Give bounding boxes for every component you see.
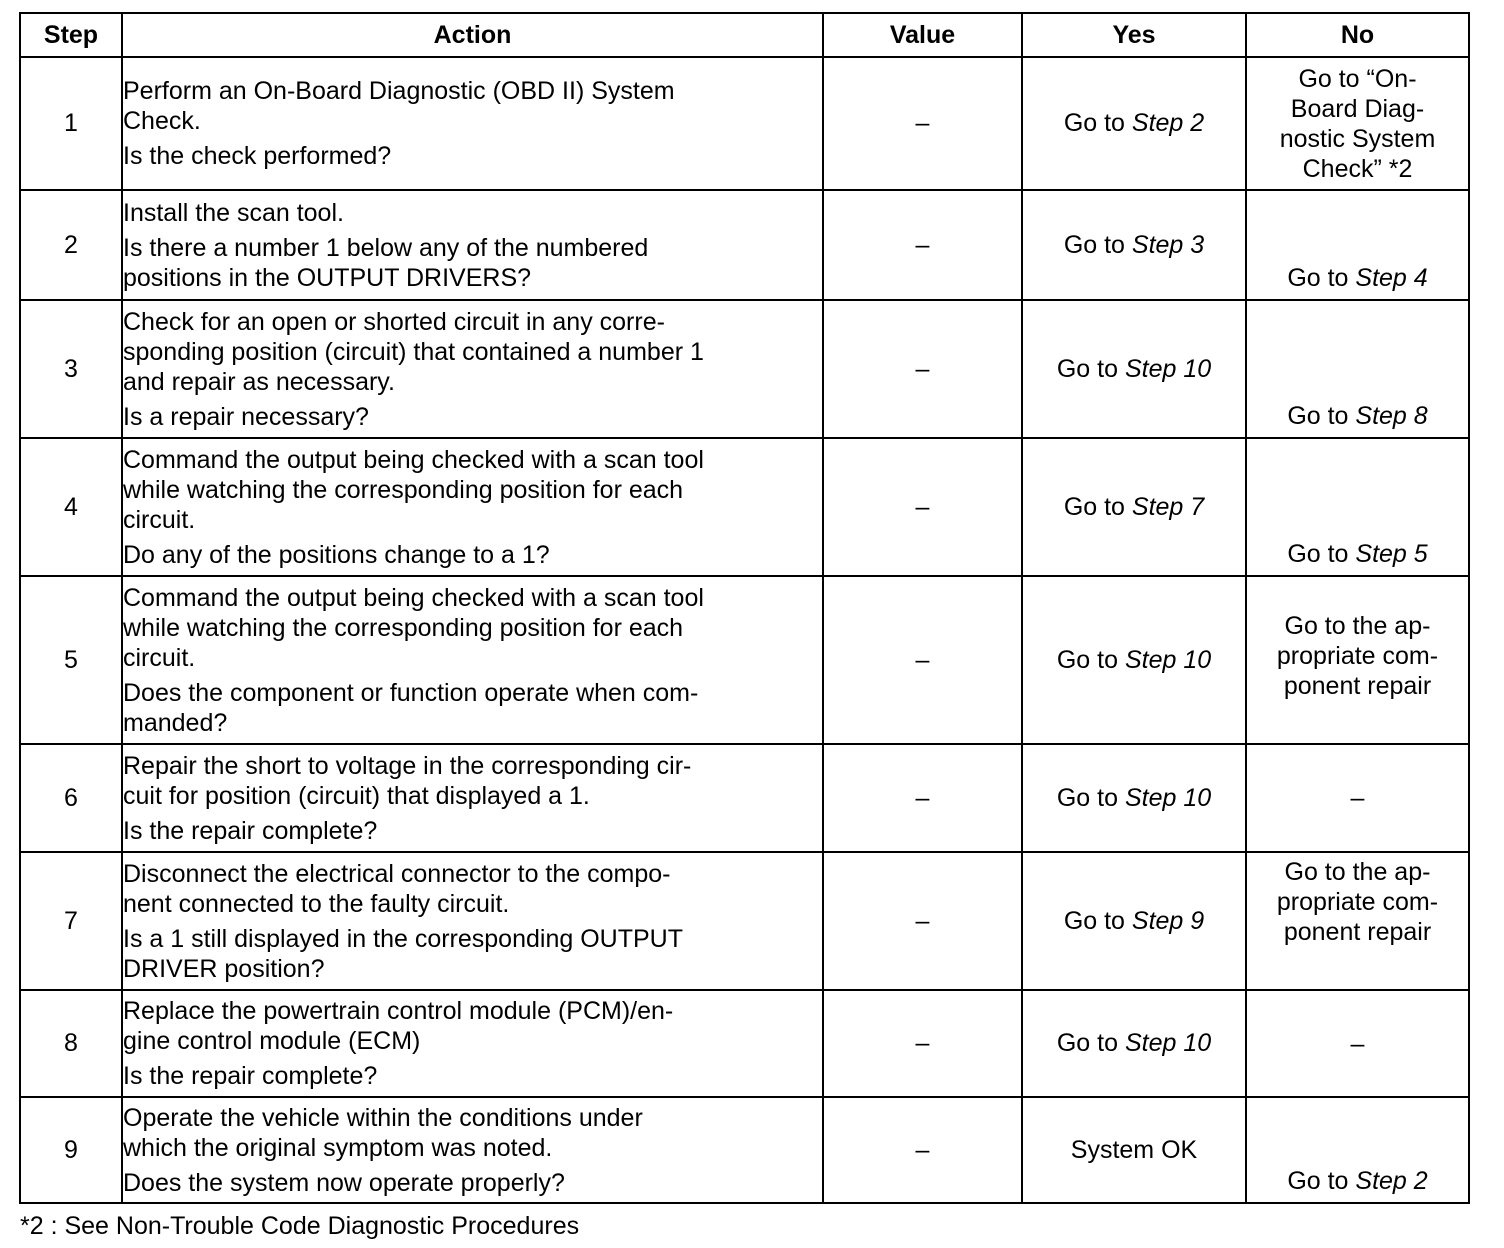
no-prefix: Go to: [1287, 1167, 1356, 1195]
yes-step: Step 10: [1124, 1029, 1212, 1057]
action-question: Do any of the positions change to a 1?: [123, 540, 550, 569]
action-question: Does the system now operate properly?: [123, 1168, 565, 1197]
action-cell: [122, 438, 823, 576]
action-text: Check for an open or shorted circuit in any corre- sponding position (circuit) that contained a number 1 and repair as necessary.: [123, 307, 704, 396]
action-question: Is a repair necessary?: [123, 402, 369, 431]
table-row: [20, 576, 1469, 744]
no-cell: [1246, 576, 1469, 744]
table-row: [20, 438, 1469, 576]
step-number: 2: [20, 190, 122, 300]
yes-prefix: System OK: [1070, 1135, 1198, 1164]
yes-cell: [1022, 438, 1246, 576]
diagnostic-table: [19, 12, 1470, 1204]
yes-cell: [1022, 852, 1246, 990]
action-question: Is the check performed?: [123, 142, 392, 170]
no-prefix: Go to: [1287, 540, 1356, 568]
yes-step: Step 10: [1124, 354, 1212, 383]
no-cell: [1246, 1097, 1469, 1203]
value-cell: –: [823, 744, 1022, 852]
yes-cell: [1022, 300, 1246, 438]
yes-cell: [1022, 990, 1246, 1097]
yes-step: Step 10: [1124, 783, 1212, 812]
step-number: 8: [20, 990, 122, 1097]
yes-cell: [1022, 576, 1246, 744]
no-prefix: Go to: [1287, 264, 1356, 292]
table-row: [20, 57, 1469, 190]
step-number: 5: [20, 576, 122, 744]
action-cell: [122, 1097, 823, 1203]
action-cell: [122, 852, 823, 990]
yes-prefix: Go to: [1056, 783, 1125, 812]
step-number: 3: [20, 300, 122, 438]
action-text: Command the output being checked with a scan tool while watching the corresponding position for each circuit.: [123, 445, 704, 534]
no-cell: [1246, 438, 1469, 576]
action-text: Operate the vehicle within the conditions under which the original symptom was noted.: [123, 1103, 643, 1162]
step-number: 6: [20, 744, 122, 852]
action-question: Is there a number 1 below any of the numbered positions in the OUTPUT DRIVERS?: [123, 233, 649, 292]
header-value: Value: [823, 13, 1022, 57]
no-cell: [1246, 990, 1469, 1097]
yes-cell: [1022, 1097, 1246, 1203]
action-question: Is the repair complete?: [123, 1062, 378, 1090]
table-row: [20, 190, 1469, 300]
action-text: Repair the short to voltage in the corresponding cir- cuit for position (circuit) that displayed a 1.: [123, 751, 692, 810]
no-step: Step 2: [1355, 1167, 1428, 1195]
no-step: Step 4: [1355, 264, 1428, 292]
value-cell: –: [823, 852, 1022, 990]
no-step: Step 8: [1355, 402, 1428, 430]
yes-prefix: Go to: [1063, 906, 1132, 935]
yes-prefix: Go to: [1063, 492, 1132, 521]
header-action: Action: [122, 13, 823, 57]
no-text: –: [1350, 1029, 1365, 1058]
action-cell: [122, 576, 823, 744]
no-text: Go to “On- Board Diag- nostic System Check” *2: [1279, 64, 1436, 183]
action-text: Disconnect the electrical connector to the compo- nent connected to the faulty circuit.: [123, 859, 671, 918]
yes-cell: [1022, 190, 1246, 300]
yes-cell: [1022, 744, 1246, 852]
value-cell: –: [823, 576, 1022, 744]
yes-step: Step 7: [1131, 492, 1205, 521]
yes-cell: [1022, 57, 1246, 190]
table-row: [20, 1097, 1469, 1203]
value-cell: –: [823, 190, 1022, 300]
yes-step: Step 10: [1124, 645, 1212, 674]
yes-prefix: Go to: [1056, 1029, 1125, 1057]
action-cell: [122, 744, 823, 852]
value-cell: –: [823, 438, 1022, 576]
action-question: Is the repair complete?: [123, 816, 378, 845]
yes-prefix: Go to: [1063, 109, 1132, 137]
action-text: Command the output being checked with a scan tool while watching the corresponding position for each circuit.: [123, 583, 704, 672]
step-number: 7: [20, 852, 122, 990]
action-text: Replace the powertrain control module (PCM)/en- gine control module (ECM): [123, 997, 674, 1055]
action-text: Perform an On-Board Diagnostic (OBD II) System Check.: [123, 77, 675, 135]
no-cell: [1246, 300, 1469, 438]
value-cell: –: [823, 990, 1022, 1097]
action-cell: [122, 57, 823, 190]
yes-step: Step 9: [1131, 906, 1205, 935]
action-question: Is a 1 still displayed in the corresponding OUTPUT DRIVER position?: [123, 924, 683, 983]
yes-step: Step 2: [1131, 109, 1205, 137]
header-step: Step: [20, 13, 122, 57]
header-no: No: [1246, 13, 1469, 57]
header-yes: Yes: [1022, 13, 1246, 57]
value-cell: –: [823, 1097, 1022, 1203]
no-step: Step 5: [1355, 540, 1428, 568]
table-row: [20, 300, 1469, 438]
no-cell: [1246, 190, 1469, 300]
no-text: Go to the ap- propriate com- ponent repair: [1276, 612, 1439, 700]
yes-prefix: Go to: [1056, 354, 1125, 383]
table-header-row: [20, 13, 1469, 57]
step-number: 1: [20, 57, 122, 190]
value-cell: –: [823, 57, 1022, 190]
table-row: [20, 744, 1469, 852]
action-text: Install the scan tool.: [123, 198, 344, 227]
no-text: –: [1350, 784, 1365, 812]
yes-prefix: Go to: [1063, 230, 1132, 259]
action-cell: [122, 300, 823, 438]
value-cell: –: [823, 300, 1022, 438]
footnote: *2 : See Non-Trouble Code Diagnostic Procedures: [20, 1212, 580, 1240]
no-cell: [1246, 852, 1469, 990]
step-number: 4: [20, 438, 122, 576]
yes-prefix: Go to: [1056, 645, 1125, 674]
yes-step: Step 3: [1131, 230, 1205, 259]
no-cell: [1246, 744, 1469, 852]
action-cell: [122, 990, 823, 1097]
action-question: Does the component or function operate when com- manded?: [123, 678, 699, 737]
table-row: [20, 990, 1469, 1097]
no-cell: [1246, 57, 1469, 190]
action-cell: [122, 190, 823, 300]
table-row: [20, 852, 1469, 990]
no-prefix: Go to: [1287, 402, 1356, 430]
step-number: 9: [20, 1097, 122, 1203]
no-text: Go to the ap- propriate com- ponent repair: [1276, 858, 1439, 946]
